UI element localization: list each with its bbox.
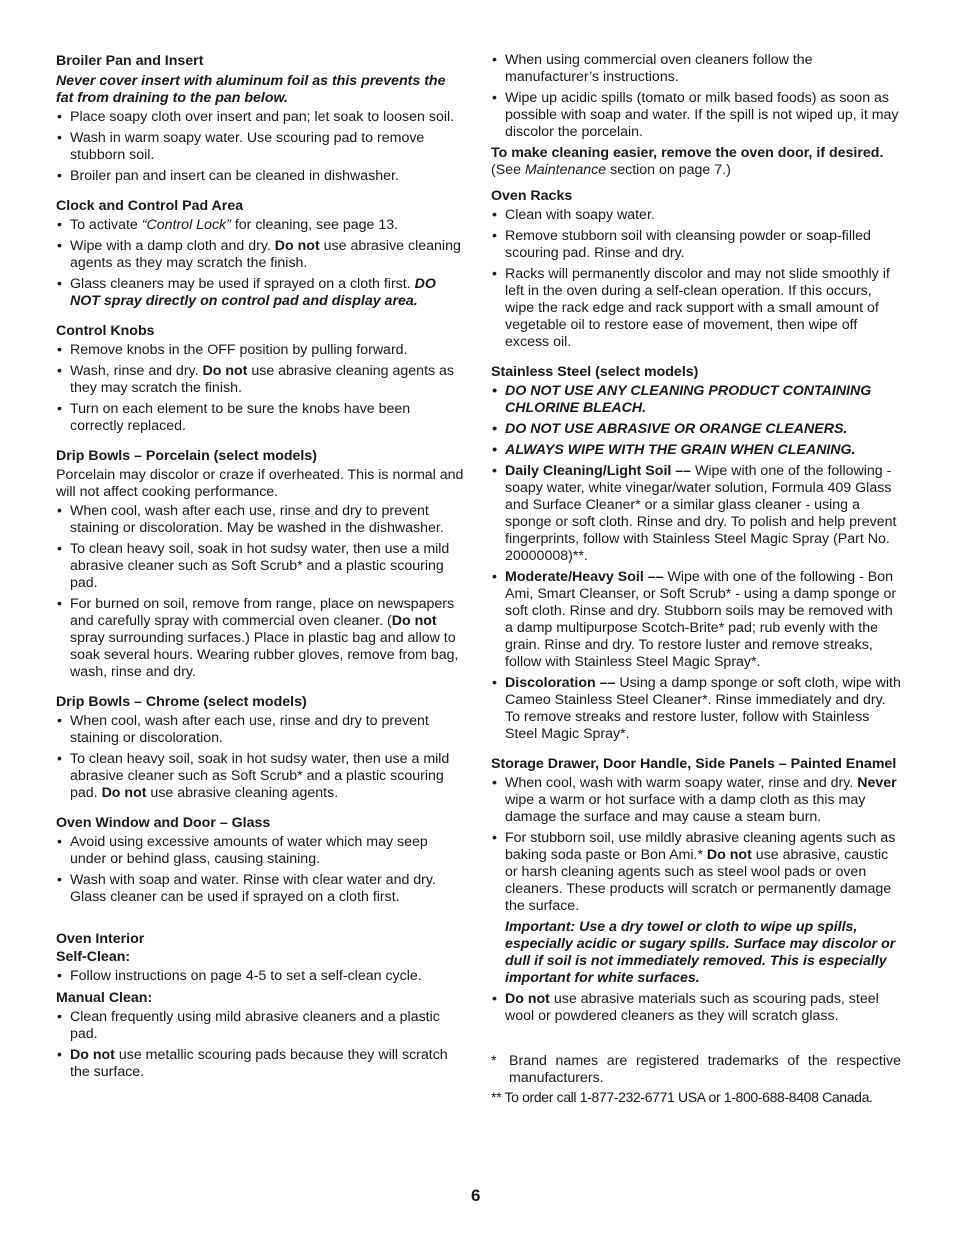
list-item: • Place soapy cloth over insert and pan; let soak to loosen soil. — [56, 109, 466, 126]
bullet-list — [56, 713, 466, 802]
list-item: • For stubborn soil, use mildly abrasive cleaning agents such as baking soda paste or Bon Ami.* Do not use abrasive, caustic or harsh cleaning agents such as steel wool pads or oven cleaners. These products will scratch or permanently damage the surface. — [491, 830, 901, 915]
section-control-knobs — [56, 322, 466, 435]
list-item: • Racks will permanently discolor and may not slide smoothly if left in the oven during a self-clean operation. If this occurs, wipe the rack edge and rack support with a small amount of vegetable oil to restore ease of movement, then wipe off excess oil. — [491, 266, 901, 351]
section-drip-bowls-chrome — [56, 693, 466, 802]
list-item: • To clean heavy soil, soak in hot sudsy water, then use a mild abrasive cleaner such as Soft Scrub* and a plastic scouring pad. Do not use abrasive cleaning agents. — [56, 751, 466, 802]
bullet-list — [491, 991, 901, 1025]
list-item: • Remove knobs in the OFF position by pulling forward. — [56, 342, 466, 359]
list-item: • Wipe with a damp cloth and dry. Do not use abrasive cleaning agents as they may scratch the finish. — [56, 238, 466, 272]
broiler-warning: Never cover insert with aluminum foil as this prevents the fat from draining to the pan below. — [56, 73, 446, 106]
door-removal-note: To make cleaning easier, remove the oven door, if desired. (See Maintenance section on page 7.) — [491, 145, 884, 178]
section-broiler — [56, 52, 466, 185]
list-item: • Follow instructions on page 4-5 to set a self-clean cycle. — [56, 968, 466, 985]
section-heading: Stainless Steel (select models) — [491, 364, 699, 380]
bullet-list — [491, 207, 901, 351]
list-item: • When cool, wash with warm soapy water, rinse and dry. Never wipe a warm or hot surface with a damp cloth as this may damage the surface and may cause a steam burn. — [491, 775, 901, 826]
section-heading: Storage Drawer, Door Handle, Side Panels – Painted Enamel — [491, 756, 897, 772]
section-heading: Drip Bowls – Chrome (select models) — [56, 694, 307, 710]
bullet-list — [56, 1009, 466, 1081]
section-heading: Oven Interior — [56, 931, 145, 947]
list-item: • When cool, wash after each use, rinse and dry to prevent staining or discoloration. May be washed in the dishwasher. — [56, 503, 466, 537]
list-item: • Wash with soap and water. Rinse with clear water and dry. Glass cleaner can be used if sprayed on a cloth first. — [56, 872, 466, 906]
right-column — [491, 52, 901, 1106]
section-oven-racks — [491, 187, 901, 351]
section-oven-interior — [56, 930, 466, 1081]
list-item: • DO NOT USE ABRASIVE OR ORANGE CLEANERS. — [491, 421, 901, 438]
section-oven-glass — [56, 814, 466, 906]
list-item: • Wash, rinse and dry. Do not use abrasive cleaning agents as they may scratch the finish. — [56, 363, 466, 397]
list-item: • Glass cleaners may be used if sprayed on a cloth first. DO NOT spray directly on control pad and display area. — [56, 276, 466, 310]
left-column — [56, 52, 466, 1093]
list-item: • Broiler pan and insert can be cleaned in dishwasher. — [56, 168, 466, 185]
section-heading: Oven Racks — [491, 188, 573, 204]
bullet-list — [56, 342, 466, 435]
bullet-list — [491, 383, 901, 743]
list-item: • Daily Cleaning/Light Soil –– Wipe with one of the following - soapy water, white vinegar/water solution, Formula 409 Glass and Surface Cleaner* or a similar glass cleaner - using a sponge or soft cloth. Rinse and dry. To polish and help prevent fingerprints, follow with Stainless Steel Magic Spray (Part No. 20000008)**. — [491, 463, 901, 565]
section-heading: Control Knobs — [56, 323, 155, 339]
footnotes — [491, 1053, 901, 1106]
section-intro: Porcelain may discolor or craze if overheated. This is normal and will not affect cooking performance. — [56, 467, 464, 500]
section-heading: Oven Window and Door – Glass — [56, 815, 271, 831]
list-item: • Wash in warm soapy water. Use scouring pad to remove stubborn soil. — [56, 130, 466, 164]
bullet-list — [56, 503, 466, 681]
list-item: • DO NOT USE ANY CLEANING PRODUCT CONTAINING CHLORINE BLEACH. — [491, 383, 901, 417]
list-item: • ALWAYS WIPE WITH THE GRAIN WHEN CLEANING. — [491, 442, 901, 459]
list-item: • Wipe up acidic spills (tomato or milk based foods) as soon as possible with soap and water. If the spill is not wiped up, it may discolor the porcelain. — [491, 90, 901, 141]
section-drip-bowls-porcelain — [56, 447, 466, 681]
list-item: • Discoloration –– Using a damp sponge or soft cloth, wipe with Cameo Stainless Steel Cleaner*. Rinse immediately and dry. To remove streaks and restore luster, follow with Stainless Steel Magic Spray*. — [491, 675, 901, 743]
list-item: • For burned on soil, remove from range, place on newspapers and carefully spray with commercial oven cleaner. (Do not spray surrounding surfaces.) Place in plastic bag and allow to soak several hours. Wearing rubber gloves, remove from bag, wash, rinse and dry. — [56, 596, 466, 681]
list-item: • To activate “Control Lock” for cleaning, see page 13. — [56, 217, 466, 234]
list-item: • Remove stubborn soil with cleansing powder or soap-filled scouring pad. Rinse and dry. — [491, 228, 901, 262]
list-item: • Turn on each element to be sure the knobs have been correctly replaced. — [56, 401, 466, 435]
important-note: Important: Use a dry towel or cloth to wipe up spills, especially acidic or sugary spills. Surface may discolor or dull if soil is not immediately removed. This is especially important for white surfaces. — [505, 919, 896, 986]
bullet-list — [56, 109, 466, 185]
section-heading: Broiler Pan and Insert — [56, 53, 204, 69]
list-item: • Moderate/Heavy Soil –– Wipe with one of the following - Bon Ami, Smart Cleanser, or Soft Scrub* - using a damp sponge or soft cloth. Rinse and dry. Stubborn soils may be removed with a damp multipurpose Scotch-Brite* pad; rub evenly with the grain. Rinse and dry. To restore luster and remove streaks, follow with Stainless Steel Magic Spray*. — [491, 569, 901, 671]
bullet-list — [56, 217, 466, 310]
list-item: • Do not use abrasive materials such as scouring pads, steel wool or powdered cleaners as they will scratch glass. — [491, 991, 901, 1025]
section-clock — [56, 197, 466, 310]
list-item: • When using commercial oven cleaners follow the manufacturer’s instructions. — [491, 52, 901, 86]
list-item: • Do not use metallic scouring pads because they will scratch the surface. — [56, 1047, 466, 1081]
page-number: 6 — [471, 1186, 481, 1205]
list-item: • Clean with soapy water. — [491, 207, 901, 224]
bullet-list — [56, 834, 466, 906]
subheading-manual-clean: Manual Clean: — [56, 990, 153, 1006]
list-item: • To clean heavy soil, soak in hot sudsy water, then use a mild abrasive cleaner such as Soft Scrub* and a plastic scouring pad. — [56, 541, 466, 592]
section-heading: Clock and Control Pad Area — [56, 198, 244, 214]
section-stainless-steel — [491, 363, 901, 743]
section-storage-drawer — [491, 755, 901, 1025]
list-item: • Avoid using excessive amounts of water which may seep under or behind glass, causing staining. — [56, 834, 466, 868]
subheading-self-clean: Self-Clean: — [56, 949, 131, 965]
footnote-trademarks: * Brand names are registered trademarks of the respective manufacturers. — [491, 1053, 901, 1086]
section-oven-continued — [491, 52, 901, 179]
bullet-list — [56, 968, 466, 985]
bullet-list — [491, 52, 901, 141]
bullet-list — [491, 775, 901, 915]
section-heading: Drip Bowls – Porcelain (select models) — [56, 448, 317, 464]
footnote-order-info: ** To order call 1-877-232-6771 USA or 1-800-688-8408 Canada. — [491, 1089, 873, 1105]
list-item: • When cool, wash after each use, rinse and dry to prevent staining or discoloration. — [56, 713, 466, 747]
list-item: • Clean frequently using mild abrasive cleaners and a plastic pad. — [56, 1009, 466, 1043]
